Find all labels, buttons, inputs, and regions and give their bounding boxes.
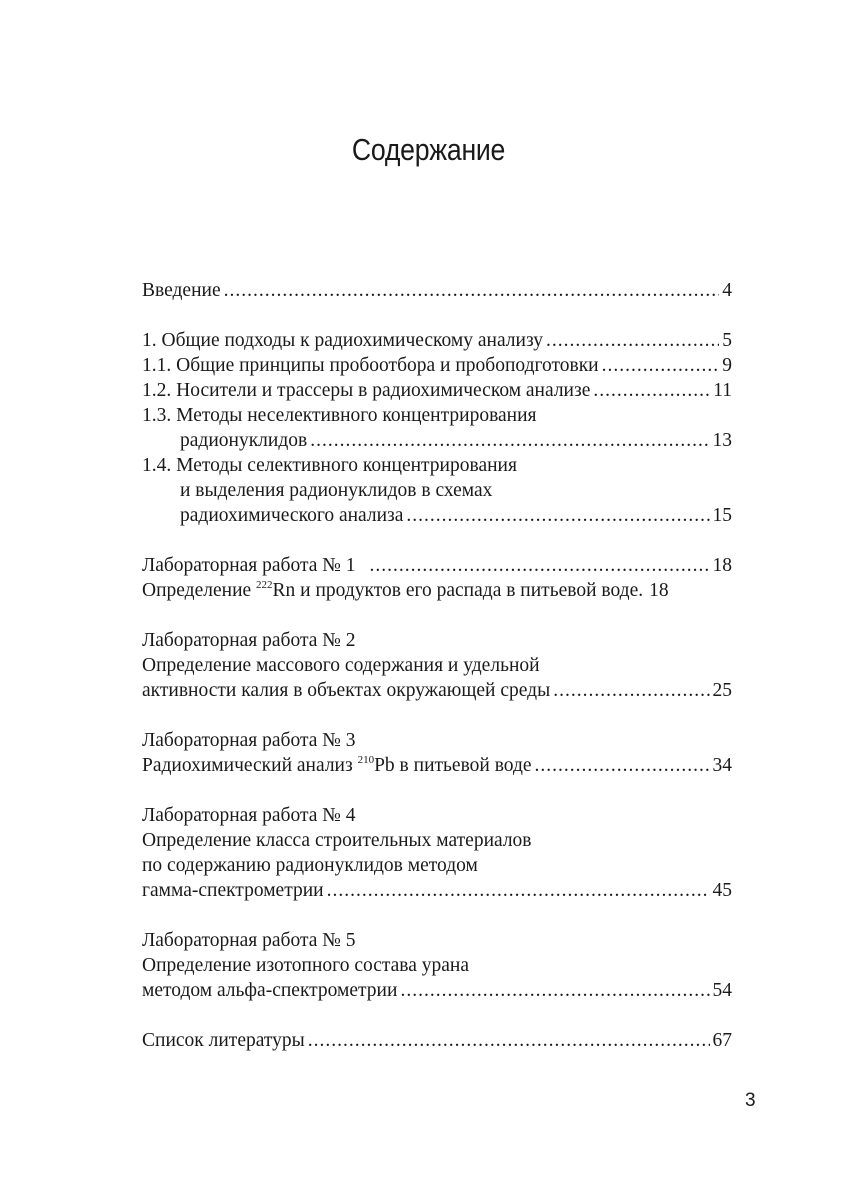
toc-entry-text: по содержанию радионуклидов методом [142,855,478,876]
toc-entry-text: 1.4. Методы селективного концентрирования [142,455,517,476]
toc-entry-section-1-1[interactable] [142,353,732,378]
dot-leader [602,353,720,378]
table-of-contents [142,278,732,1053]
dot-leader [310,428,709,453]
toc-entry-lab-5[interactable] [142,928,732,1003]
toc-entry-page: 25 [712,680,732,701]
toc-entry-text: гамма-спектрометрии [142,880,324,901]
toc-entry-page: 45 [712,880,732,901]
dot-leader [370,553,710,578]
toc-entry-heading: Лабораторная работа № 1 [142,555,356,576]
dot-leader [553,678,709,703]
toc-entry-page: 9 [722,355,732,376]
toc-entry-lab-2[interactable] [142,628,732,703]
toc-entry-text: 1.2. Носители и трассеры в радиохимическом анализе [142,380,591,401]
toc-entry-text: Определение класса строительных материалов [142,830,532,851]
toc-entry-text: радионуклидов [180,430,308,451]
toc-entry-page: 13 [712,430,732,451]
toc-entry-text: Радиохимический анализ $^{210}$Pb в питьевой воде [142,754,532,776]
dot-leader [308,1028,710,1053]
toc-entry-section-1-2[interactable] [142,378,732,403]
toc-entry-heading: Лабораторная работа № 3 [142,730,356,751]
toc-entry-page: 54 [712,980,732,1001]
dot-leader [224,278,720,303]
toc-entry-text: методом альфа-спектрометрии [142,980,398,1001]
toc-entry-text: радиохимического анализа [180,505,404,526]
toc-entry-section-1-4[interactable] [142,453,732,528]
toc-entry-text: 1. Общие подходы к радиохимическому анализу [142,330,544,351]
toc-entry-heading: Лабораторная работа № 2 [142,630,356,651]
toc-entry-references[interactable] [142,1028,732,1053]
toc-entry-chapter-1[interactable] [142,328,732,353]
toc-entry-text: активности калия в объектах окружающей среды [142,680,551,701]
toc-entry-text: и выделения радионуклидов в схемах [180,480,493,501]
toc-entry-text: Введение [142,280,221,301]
page-number: 3 [745,1090,756,1111]
dot-leader [546,328,719,353]
toc-entry-heading: Лабораторная работа № 5 [142,930,356,951]
toc-entry-page: 67 [712,1030,732,1051]
dot-leader [535,753,710,778]
toc-entry-page: 34 [712,755,732,776]
isotope-mass-number: 210 [357,754,375,766]
toc-entry-lab-1[interactable] [142,553,732,603]
page-title: Содержание [351,132,506,167]
toc-entry-page: 18 [712,555,732,576]
toc-entry-text: Список литературы [142,1030,305,1051]
dot-leader [406,503,709,528]
toc-entry-intro[interactable] [142,278,732,303]
toc-entry-text: Определение массового содержания и удельной [142,655,540,676]
toc-entry-page: 11 [713,380,732,401]
dot-leader [400,978,709,1003]
dot-leader [593,378,710,403]
isotope-mass-number: 222 [256,579,273,591]
toc-entry-lab-4[interactable] [142,803,732,903]
toc-entry-text: Определение изотопного состава урана [142,955,470,976]
toc-entry-page: 5 [722,330,732,351]
toc-entry-page: 4 [722,280,732,301]
toc-entry-lab-3[interactable] [142,728,732,778]
toc-entry-text: 1.3. Методы неселективного концентрирования [142,405,537,426]
toc-entry-text: 1.1. Общие принципы пробоотбора и пробоподготовки [142,355,599,376]
toc-entry-page: 15 [712,505,732,526]
dot-leader [327,878,710,903]
toc-entry-text: Определение $^{222}$Rn и продуктов его распада в питьевой воде. [142,579,644,601]
toc-entry-page: 18 [649,580,669,601]
toc-entry-section-1-3[interactable] [142,403,732,453]
toc-entry-heading: Лабораторная работа № 4 [142,805,356,826]
